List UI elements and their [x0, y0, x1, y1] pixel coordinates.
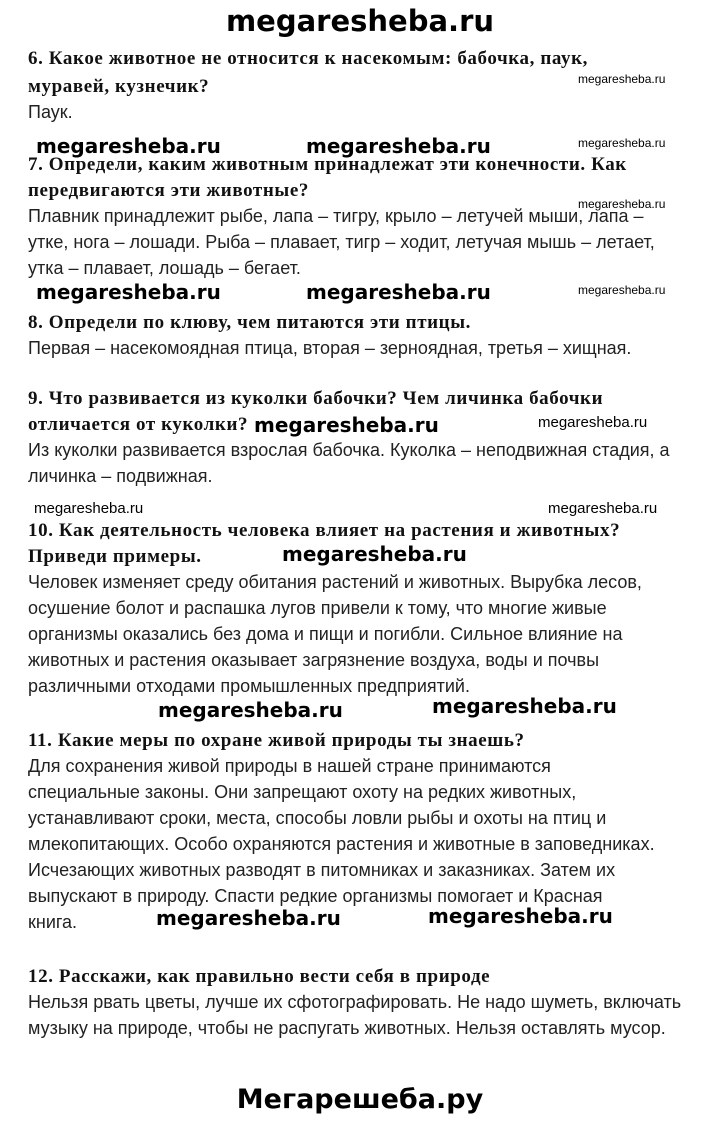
- question-11-line-1: 11. Какие меры по охране живой природы ты знаешь?: [28, 730, 525, 751]
- watermark-large: megaresheba.ru: [428, 904, 613, 928]
- watermark-small: megaresheba.ru: [538, 414, 648, 431]
- question-9-line-2: отличается от куколки?: [28, 414, 249, 435]
- watermark-small: megaresheba.ru: [578, 197, 666, 211]
- answer-10-line-1: Человек изменяет среду обитания растений и животных. Вырубка лесов,: [28, 572, 642, 592]
- watermark-large: megaresheba.ru: [36, 280, 221, 304]
- question-7-line-2: передвигаются эти животные?: [28, 180, 309, 201]
- answer-7-line-1: Плавник принадлежит рыбе, лапа – тигру, крыло – летучей мыши, лапа –: [28, 206, 644, 226]
- question-12-line-1: 12. Расскажи, как правильно вести себя в природе: [28, 966, 491, 987]
- answer-11-line-5: Исчезающих животных разводят в питомниках и заказниках. Затем их: [28, 860, 616, 880]
- watermark-large: megaresheba.ru: [306, 134, 491, 158]
- watermark-large: megaresheba.ru: [254, 413, 439, 437]
- watermark-large: megaresheba.ru: [156, 906, 341, 930]
- answer-6-line-1: Паук.: [28, 102, 73, 122]
- site-footer: Мегарешеба.ру: [236, 1084, 484, 1115]
- watermark-large: megaresheba.ru: [282, 542, 467, 566]
- question-10-line-2: Приведи примеры.: [28, 546, 202, 567]
- watermark-large: megaresheba.ru: [432, 694, 617, 718]
- watermark-large: megaresheba.ru: [36, 134, 221, 158]
- answer-7-line-3: утка – плавает, лошадь – бегает.: [28, 258, 301, 278]
- answer-9-line-2: личинка – подвижная.: [28, 466, 213, 486]
- answer-11-line-4: млекопитающих. Особо охраняются растения и животные в заповедниках.: [28, 834, 655, 854]
- watermark-large: megaresheba.ru: [158, 698, 343, 722]
- answer-11-line-7: книга.: [28, 912, 78, 932]
- answer-8-line-1: Первая – насекомоядная птица, вторая – зерноядная, третья – хищная.: [28, 338, 632, 358]
- watermark-small: megaresheba.ru: [578, 72, 666, 86]
- question-8-line-1: 8. Определи по клюву, чем питаются эти птицы.: [28, 312, 472, 333]
- answer-10-line-4: животных и растения оказывает загрязнение воздуха, воды и почвы: [28, 650, 600, 670]
- answer-12-line-2: музыку на природе, чтобы не распугать животных. Нельзя оставлять мусор.: [28, 1018, 666, 1038]
- watermark-small: megaresheba.ru: [34, 500, 144, 517]
- answer-11-line-6: выпускают в природу. Спасти редкие организмы помогает и Красная: [28, 886, 603, 906]
- question-7-line-1: 7. Определи, каким животным принадлежат эти конечности. Как: [28, 154, 627, 175]
- watermark-small: megaresheba.ru: [578, 283, 666, 297]
- answer-10-line-5: различными отходами промышленных предприятий.: [28, 676, 470, 696]
- question-6-line-2: муравей, кузнечик?: [28, 76, 210, 97]
- answer-10-line-3: организмы оказались без дома и пищи и погибли. Сильное влияние на: [28, 624, 623, 644]
- question-6-line-1: 6. Какое животное не относится к насекомым: бабочка, паук,: [28, 48, 589, 69]
- watermark-large: megaresheba.ru: [306, 280, 491, 304]
- answer-11-line-1: Для сохранения живой природы в нашей стране принимаются: [28, 756, 551, 776]
- answer-9-line-1: Из куколки развивается взрослая бабочка. Куколка – неподвижная стадия, а: [28, 440, 670, 460]
- watermark-small: megaresheba.ru: [578, 136, 666, 150]
- answer-11-line-2: специальные законы. Они запрещают охоту на редких животных,: [28, 782, 577, 802]
- question-10-line-1: 10. Как деятельность человека влияет на растения и животных?: [28, 520, 621, 541]
- watermark-small: megaresheba.ru: [548, 500, 658, 517]
- question-9-line-1: 9. Что развивается из куколки бабочки? Чем личинка бабочки: [28, 388, 604, 409]
- answer-7-line-2: утке, нога – лошади. Рыба – плавает, тигр – ходит, летучая мышь – летает,: [28, 232, 655, 252]
- site-header: megaresheba.ru: [225, 4, 495, 38]
- answer-10-line-2: осушение болот и распашка лугов привели к тому, что многие живые: [28, 598, 607, 618]
- answer-11-line-3: устанавливают сроки, места, способы ловли рыбы и охоты на птиц и: [28, 808, 607, 828]
- answer-12-line-1: Нельзя рвать цветы, лучше их сфотографировать. Не надо шуметь, включать: [28, 992, 682, 1012]
